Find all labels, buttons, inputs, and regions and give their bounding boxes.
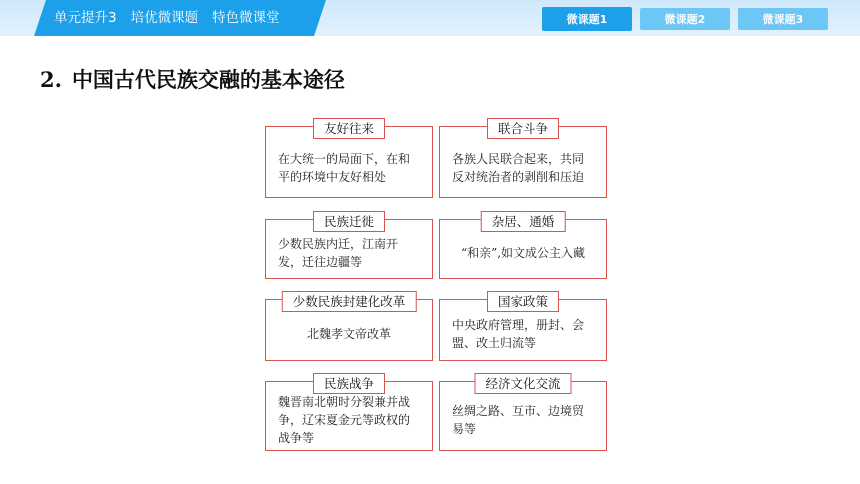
card-migration xyxy=(265,214,433,279)
card-text: “和亲”,如文成公主入藏 xyxy=(460,246,586,260)
card-feudal-reform xyxy=(265,294,433,361)
tab-group xyxy=(542,8,828,31)
tab-microtopic-1[interactable]: 微课题1 xyxy=(542,7,632,31)
card-text: 丝绸之路、互市、边境贸易等 xyxy=(452,404,585,436)
breadcrumb-item-lesson[interactable]: 特色微课堂 xyxy=(212,10,280,26)
card-label: 民族战争 xyxy=(313,373,385,394)
card-text: 各族人民联合起来，共同反对统治者的剥削和压迫 xyxy=(452,152,585,184)
card-label: 友好往来 xyxy=(313,118,385,139)
card-label: 联合斗争 xyxy=(487,118,559,139)
card-joint-struggle xyxy=(439,121,607,198)
page-title-text: 中国古代民族交融的基本途径 xyxy=(71,67,345,92)
card-text: 中央政府管理，册封、会盟、改土归流等 xyxy=(452,318,585,350)
card-friendly-exchange xyxy=(265,121,433,198)
page-title-number: 2. xyxy=(40,67,62,92)
card-text: 少数民族内迁，江南开发，迁往边疆等 xyxy=(278,237,399,269)
card-text: 在大统一的局面下，在和平的环境中友好相处 xyxy=(278,152,411,184)
breadcrumb-item-topic[interactable]: 培优微课题 xyxy=(130,10,199,26)
breadcrumb-item-unit[interactable]: 单元提升3 xyxy=(54,10,117,26)
page-title xyxy=(40,64,345,94)
card-label: 民族迁徙 xyxy=(313,211,385,232)
card-label: 国家政策 xyxy=(487,291,559,312)
tab-microtopic-3[interactable]: 微课题3 xyxy=(738,8,828,30)
card-state-policy xyxy=(439,294,607,361)
card-text: 北魏孝文帝改革 xyxy=(306,327,391,341)
card-ethnic-war xyxy=(265,376,433,451)
card-label: 少数民族封建化改革 xyxy=(282,291,417,312)
card-intermarriage xyxy=(439,214,607,279)
top-bar xyxy=(0,0,860,36)
card-text: 魏晋南北朝时分裂兼并战争，辽宋夏金元等政权的战争等 xyxy=(278,395,411,445)
card-economic-cultural-exchange xyxy=(439,376,607,451)
pathways-diagram xyxy=(265,117,595,457)
card-label: 经济文化交流 xyxy=(474,373,571,394)
card-label: 杂居、通婚 xyxy=(481,211,566,232)
tab-microtopic-2[interactable]: 微课题2 xyxy=(640,8,730,30)
breadcrumb xyxy=(54,0,280,36)
